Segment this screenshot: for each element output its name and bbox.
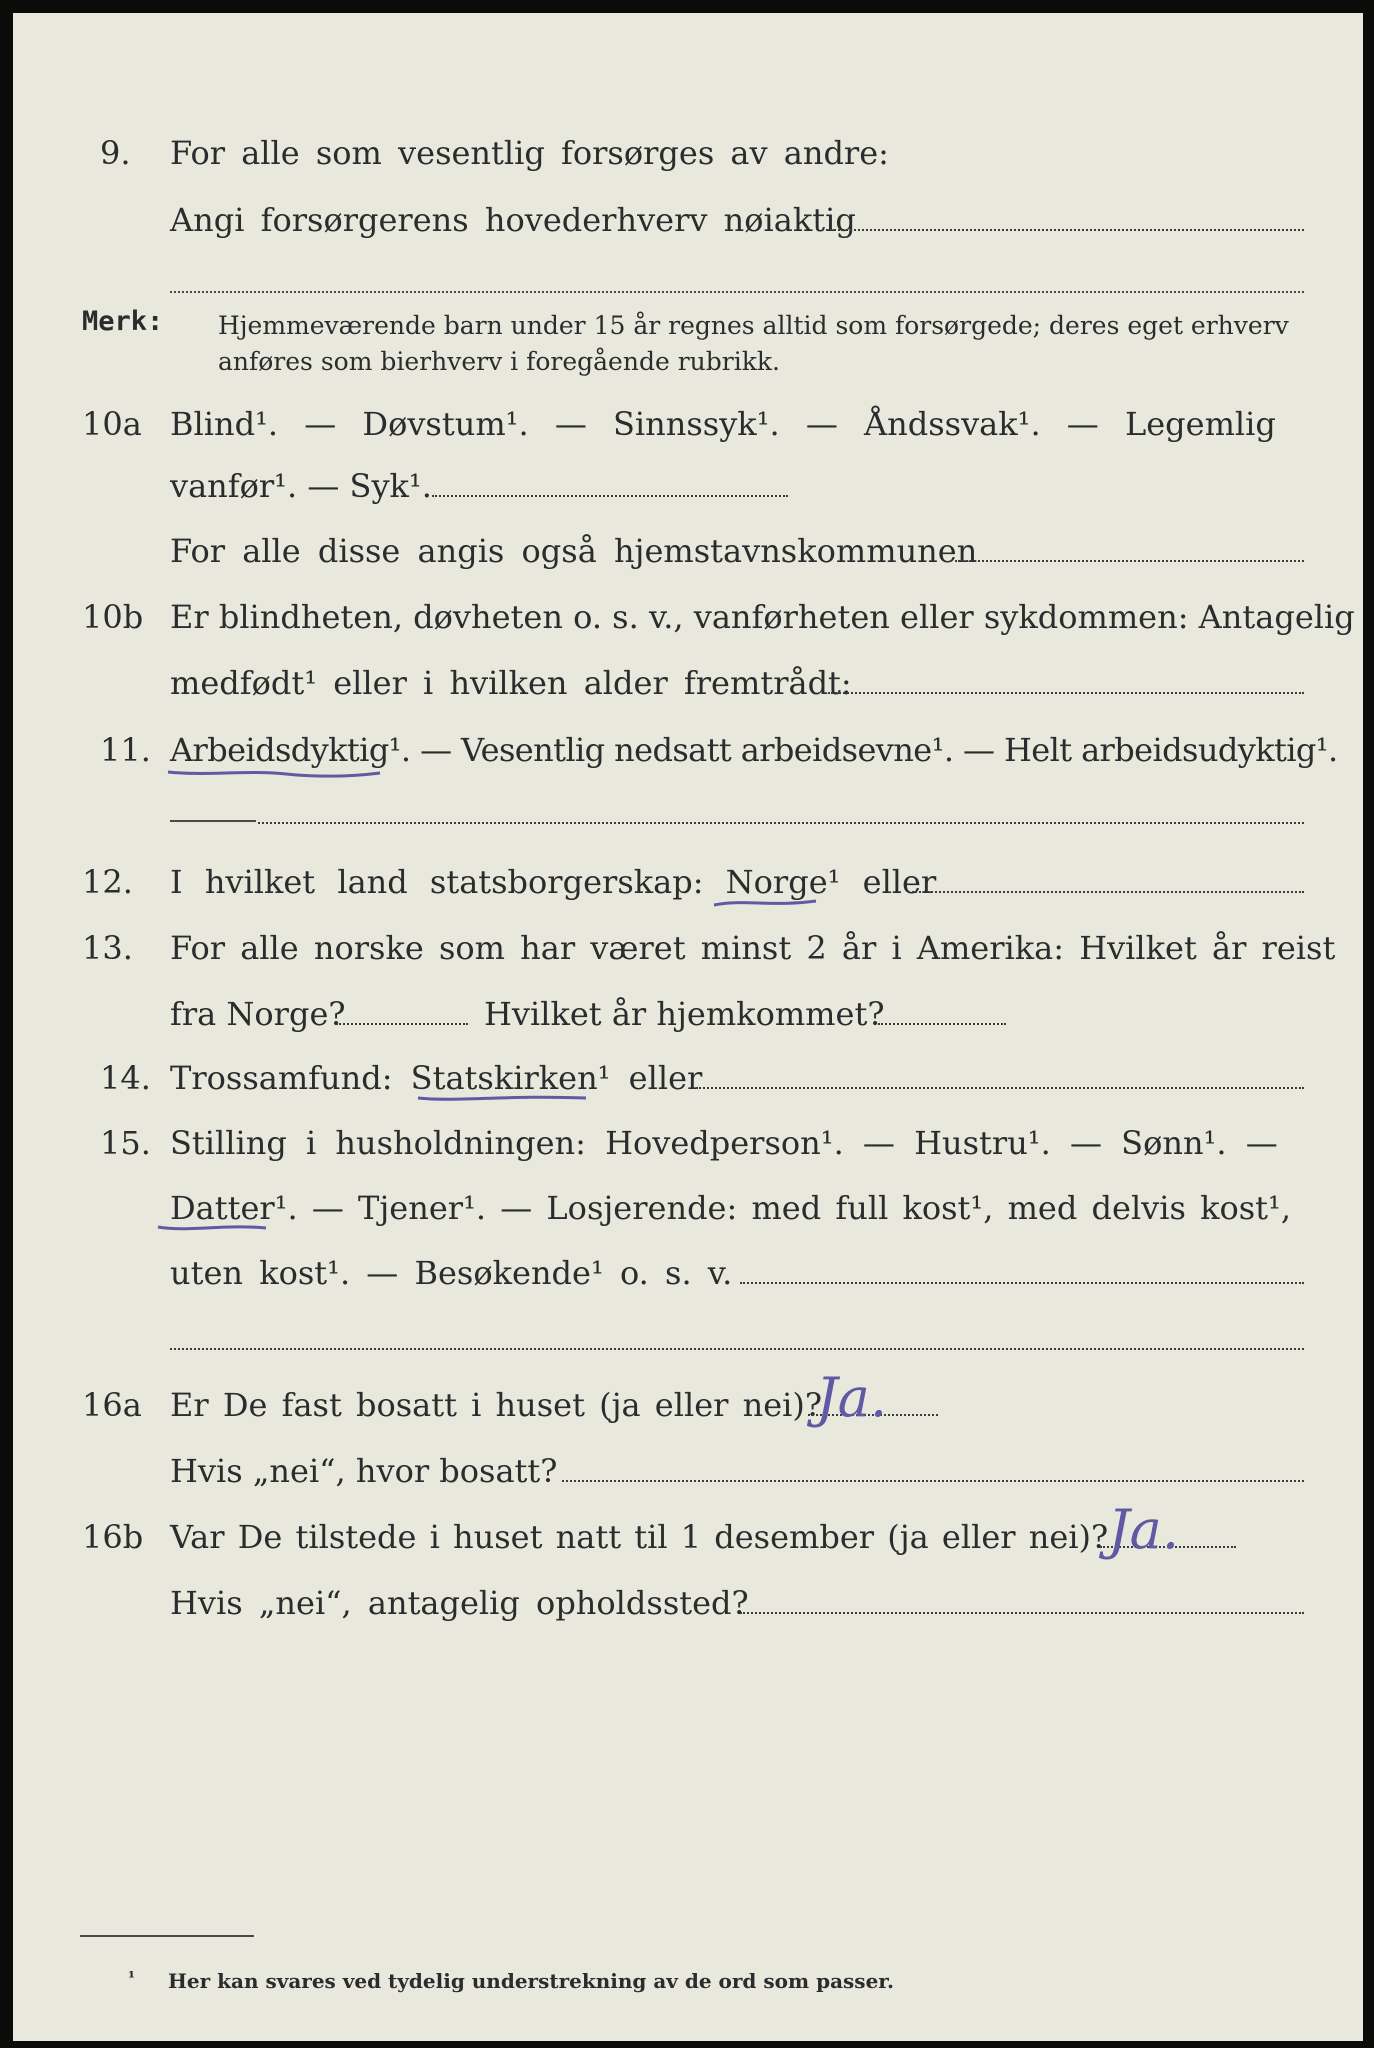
q10a-line1: Blind¹. — Døvstum¹. — Sinnssyk¹. — Åndssvak¹. — Legemlig [170, 405, 1276, 443]
footnote-text: Her kan svares ved tydelig understrekning av de ord som passer. [168, 1969, 894, 1993]
q11-line1: Arbeidsdyktig¹. — Vesentlig nedsatt arbeidsevne¹. — Helt arbeidsudyktig¹. [170, 731, 1338, 769]
q16a-line2: Hvis „nei“, hvor bosatt? [170, 1452, 558, 1490]
item-number-16b: 16b [82, 1518, 144, 1556]
q16b-line1: Var De tilstede i huset natt til 1 desember (ja eller nei)? [170, 1518, 1109, 1556]
q9-extra-line[interactable] [170, 291, 1304, 293]
q11-extra-line[interactable] [258, 822, 1304, 824]
q13-line2a: fra Norge? [170, 995, 346, 1033]
q15-extra-line[interactable] [170, 1348, 1304, 1350]
q16a-handwritten-answer: Ja. [816, 1366, 888, 1429]
item-number-16a: 16a [82, 1386, 142, 1424]
q9-line1: For alle som vesentlig forsørges av andre: [170, 134, 889, 172]
q12-line1: I hvilket land statsborgerskap: Norge¹ eller [170, 863, 937, 901]
q16a-bosatt-answer-line[interactable] [562, 1480, 1304, 1482]
q14-line1: Trossamfund: Statskirken¹ eller [170, 1059, 703, 1097]
q15-line1: Stilling i husholdningen: Hovedperson¹. — Hustru¹. — Sønn¹. — [170, 1124, 1278, 1162]
q13-reist-answer-line[interactable] [336, 1023, 468, 1025]
q10a-line2: vanfør¹. — Syk¹. [170, 467, 432, 505]
merk-label: Merk: [82, 306, 164, 337]
q10b-line1: Er blindheten, døvheten o. s. v., vanførheten eller sykdommen: Antagelig [170, 598, 1355, 636]
q16b-opholdssted-answer-line[interactable] [740, 1612, 1304, 1614]
q10a-syk-answer-line[interactable] [432, 495, 788, 497]
q15-line3: uten kost¹. — Besøkende¹ o. s. v. [170, 1254, 733, 1292]
q13-hjemkommet-answer-line[interactable] [878, 1023, 1006, 1025]
merk-line1: Hjemmeværende barn under 15 år regnes alltid som forsørgede; deres eget erhverv [218, 311, 1289, 340]
item-number-10b: 10b [82, 598, 144, 636]
footnote-mark: ¹ [128, 1968, 136, 1987]
q10a-line3: For alle disse angis også hjemstavnskommunen [170, 532, 978, 570]
merk-line2: anføres som bierhverv i foregående rubrikk. [218, 347, 780, 376]
q16a-line1: Er De fast bosatt i huset (ja eller nei)? [170, 1386, 823, 1424]
q14-answer-line[interactable] [696, 1087, 1304, 1089]
q9-answer-line[interactable] [826, 229, 1304, 231]
item-number-15: 15. [100, 1124, 151, 1162]
item-number-11: 11. [100, 731, 151, 769]
item-number-13: 13. [82, 929, 133, 967]
q15-datter-underline [156, 1220, 276, 1236]
q10b-line2: medfødt¹ eller i hvilken alder fremtrådt: [170, 664, 852, 702]
q16b-line2: Hvis „nei“, antagelig opholdssted? [170, 1584, 749, 1622]
q16b-handwritten-answer: Ja. [1108, 1498, 1180, 1561]
q10a-hjemstavn-answer-line[interactable] [955, 560, 1304, 562]
q13-line1: For alle norske som har været minst 2 år i Amerika: Hvilket år reist [170, 929, 1336, 967]
item-number-12: 12. [82, 863, 133, 901]
footnote-rule [80, 1935, 254, 1937]
q11-arbeidsdyktig-underline [166, 764, 386, 780]
q14-statskirken-underline [416, 1090, 596, 1106]
item-number-14: 14. [100, 1059, 151, 1097]
q15-answer-line[interactable] [740, 1282, 1304, 1284]
item-number-9: 9. [100, 134, 131, 172]
q15-line2: Datter¹. — Tjener¹. — Losjerende: med full kost¹, med delvis kost¹, [170, 1189, 1292, 1227]
q12-answer-line[interactable] [912, 891, 1304, 893]
q13-line2b: Hvilket år hjemkommet? [484, 995, 885, 1033]
q11-short-rule [170, 820, 256, 822]
q10b-answer-line[interactable] [828, 692, 1304, 694]
q9-line2: Angi forsørgerens hovederhverv nøiaktig [170, 201, 856, 239]
item-number-10a: 10a [82, 405, 142, 443]
q12-norge-underline [712, 895, 822, 911]
